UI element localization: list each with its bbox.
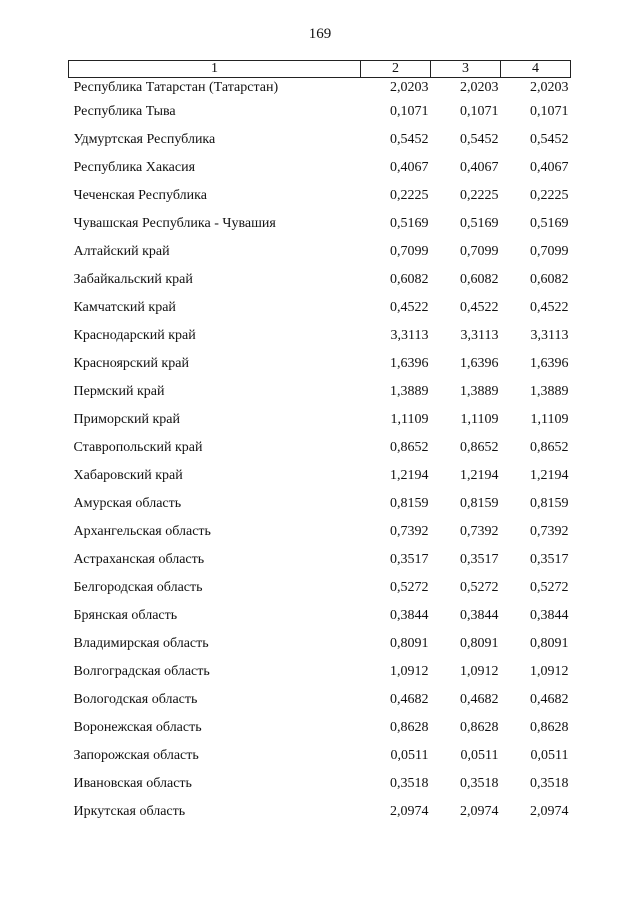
value-column-2-cell: 0,3518 xyxy=(390,776,429,791)
region-name-cell: Ставропольский край xyxy=(73,440,203,455)
value-column-4-cell: 1,0912 xyxy=(530,664,569,679)
value-column-4-cell: 0,7392 xyxy=(530,524,569,539)
column-header-3: 3 xyxy=(431,61,501,78)
value-column-3-cell: 1,1109 xyxy=(460,412,499,427)
table-row xyxy=(69,462,571,490)
value-column-4-cell: 0,4682 xyxy=(530,692,569,707)
value-column-3-cell: 2,0974 xyxy=(460,804,499,819)
table-row xyxy=(69,518,571,546)
value-column-3-cell: 3,3113 xyxy=(460,328,499,343)
table-row xyxy=(69,630,571,658)
value-column-3-cell: 1,2194 xyxy=(460,468,499,483)
value-column-4-cell: 1,6396 xyxy=(530,356,569,371)
value-column-3-cell: 0,5169 xyxy=(460,216,499,231)
table-row xyxy=(69,434,571,462)
region-name-cell: Белгородская область xyxy=(73,580,203,595)
region-name-cell: Владимирская область xyxy=(73,636,209,651)
region-name-cell: Краснодарский край xyxy=(73,328,196,343)
table-row xyxy=(69,322,571,350)
value-column-3-cell: 0,4067 xyxy=(460,160,499,175)
region-name-cell: Архангельская область xyxy=(73,524,211,539)
value-column-2-cell: 0,5272 xyxy=(390,580,429,595)
value-column-3-cell: 1,3889 xyxy=(460,384,499,399)
value-column-4-cell: 0,8628 xyxy=(530,720,569,735)
region-name-cell: Пермский край xyxy=(73,384,165,399)
value-column-4-cell: 0,1071 xyxy=(530,104,569,119)
value-column-2-cell: 1,1109 xyxy=(390,412,429,427)
region-name-cell: Республика Тыва xyxy=(73,104,176,119)
value-column-2-cell: 0,8628 xyxy=(390,720,429,735)
page-number: 169 xyxy=(308,26,332,42)
value-column-4-cell: 0,8091 xyxy=(530,636,569,651)
value-column-4-cell: 3,3113 xyxy=(530,328,569,343)
value-column-4-cell: 0,0511 xyxy=(530,748,569,763)
region-name-cell: Астраханская область xyxy=(73,552,205,567)
value-column-3-cell: 2,0203 xyxy=(460,80,499,95)
value-column-2-cell: 1,3889 xyxy=(390,384,429,399)
value-column-4-cell: 0,8652 xyxy=(530,440,569,455)
value-column-3-cell: 0,3518 xyxy=(460,776,499,791)
value-column-3-cell: 0,4682 xyxy=(460,692,499,707)
value-column-2-cell: 0,8091 xyxy=(390,636,429,651)
value-column-2-cell: 0,2225 xyxy=(390,188,429,203)
table-row xyxy=(69,574,571,602)
region-name-cell: Красноярский край xyxy=(73,356,189,371)
table-row xyxy=(69,238,571,266)
value-column-2-cell: 0,8159 xyxy=(390,496,429,511)
value-column-2-cell: 0,5452 xyxy=(390,132,429,147)
value-column-4-cell: 1,3889 xyxy=(530,384,569,399)
value-column-3-cell: 1,0912 xyxy=(460,664,499,679)
table-row xyxy=(69,742,571,770)
region-name-cell: Запорожская область xyxy=(73,748,199,763)
value-column-2-cell: 2,0974 xyxy=(390,804,429,819)
region-name-cell: Волгоградская область xyxy=(73,664,210,679)
table-row xyxy=(69,490,571,518)
region-name-cell: Приморский край xyxy=(73,412,180,427)
region-name-cell: Чеченская Республика xyxy=(73,188,207,203)
value-column-2-cell: 2,0203 xyxy=(390,80,429,95)
value-column-4-cell: 0,5169 xyxy=(530,216,569,231)
table-row xyxy=(69,266,571,294)
value-column-4-cell: 2,0203 xyxy=(530,80,569,95)
value-column-4-cell: 0,4067 xyxy=(530,160,569,175)
value-column-3-cell: 1,6396 xyxy=(460,356,499,371)
value-column-2-cell: 0,5169 xyxy=(390,216,429,231)
table-row xyxy=(69,546,571,574)
value-column-3-cell: 0,2225 xyxy=(460,188,499,203)
value-column-2-cell: 0,3517 xyxy=(390,552,429,567)
value-column-4-cell: 0,5452 xyxy=(530,132,569,147)
value-column-4-cell: 0,7099 xyxy=(530,244,569,259)
region-name-cell: Хабаровский край xyxy=(73,468,183,483)
value-column-2-cell: 0,1071 xyxy=(390,104,429,119)
region-name-cell: Чувашская Республика - Чувашия xyxy=(73,216,276,231)
value-column-4-cell: 0,3518 xyxy=(530,776,569,791)
value-column-3-cell: 0,3844 xyxy=(460,608,499,623)
table-row xyxy=(69,686,571,714)
value-column-2-cell: 0,3844 xyxy=(390,608,429,623)
region-name-cell: Иркутская область xyxy=(73,804,186,819)
region-name-cell: Камчатский край xyxy=(73,300,176,315)
table-row xyxy=(69,378,571,406)
value-column-2-cell: 0,7392 xyxy=(390,524,429,539)
region-name-cell: Вологодская область xyxy=(73,692,198,707)
value-column-4-cell: 1,2194 xyxy=(530,468,569,483)
table-row xyxy=(69,602,571,630)
table-row xyxy=(69,154,571,182)
value-column-3-cell: 0,6082 xyxy=(460,272,499,287)
value-column-3-cell: 0,8159 xyxy=(460,496,499,511)
value-column-2-cell: 3,3113 xyxy=(390,328,429,343)
value-column-3-cell: 0,8628 xyxy=(460,720,499,735)
value-column-4-cell: 0,3517 xyxy=(530,552,569,567)
value-column-2-cell: 0,4522 xyxy=(390,300,429,315)
value-column-3-cell: 0,1071 xyxy=(460,104,499,119)
value-column-4-cell: 0,2225 xyxy=(530,188,569,203)
table-row xyxy=(69,78,571,99)
table-row xyxy=(69,770,571,798)
table-row xyxy=(69,798,571,826)
table-row xyxy=(69,714,571,742)
region-name-cell: Брянская область xyxy=(73,608,178,623)
header-row xyxy=(69,61,571,78)
value-column-3-cell: 0,7392 xyxy=(460,524,499,539)
value-column-4-cell: 1,1109 xyxy=(530,412,569,427)
value-column-2-cell: 0,4067 xyxy=(390,160,429,175)
value-column-3-cell: 0,8652 xyxy=(460,440,499,455)
value-column-2-cell: 1,6396 xyxy=(390,356,429,371)
region-name-cell: Амурская область xyxy=(73,496,182,511)
value-column-3-cell: 0,0511 xyxy=(460,748,499,763)
column-header-2: 2 xyxy=(361,61,431,78)
table-body xyxy=(69,78,571,827)
value-column-4-cell: 0,5272 xyxy=(530,580,569,595)
data-table xyxy=(68,60,571,826)
value-column-2-cell: 1,2194 xyxy=(390,468,429,483)
table-row xyxy=(69,658,571,686)
value-column-2-cell: 0,0511 xyxy=(390,748,429,763)
data-table-container xyxy=(68,60,570,826)
region-name-cell: Воронежская область xyxy=(73,720,202,735)
table-row xyxy=(69,182,571,210)
value-column-4-cell: 0,6082 xyxy=(530,272,569,287)
value-column-3-cell: 0,7099 xyxy=(460,244,499,259)
value-column-2-cell: 0,6082 xyxy=(390,272,429,287)
table-row xyxy=(69,98,571,126)
value-column-2-cell: 0,8652 xyxy=(390,440,429,455)
table-row xyxy=(69,350,571,378)
value-column-4-cell: 0,4522 xyxy=(530,300,569,315)
region-name-cell: Республика Хакасия xyxy=(73,160,196,175)
value-column-2-cell: 1,0912 xyxy=(390,664,429,679)
region-name-cell: Республика Татарстан (Татарстан) xyxy=(73,80,279,95)
table-row xyxy=(69,126,571,154)
table-row xyxy=(69,406,571,434)
region-name-cell: Алтайский край xyxy=(73,244,170,259)
value-column-3-cell: 0,5272 xyxy=(460,580,499,595)
region-name-cell: Удмуртская Республика xyxy=(73,132,216,147)
value-column-3-cell: 0,3517 xyxy=(460,552,499,567)
column-header-4: 4 xyxy=(501,61,571,78)
column-header-1: 1 xyxy=(69,61,361,78)
value-column-3-cell: 0,5452 xyxy=(460,132,499,147)
value-column-4-cell: 2,0974 xyxy=(530,804,569,819)
value-column-3-cell: 0,8091 xyxy=(460,636,499,651)
table-row xyxy=(69,210,571,238)
value-column-3-cell: 0,4522 xyxy=(460,300,499,315)
value-column-2-cell: 0,7099 xyxy=(390,244,429,259)
value-column-4-cell: 0,3844 xyxy=(530,608,569,623)
value-column-4-cell: 0,8159 xyxy=(530,496,569,511)
region-name-cell: Забайкальский край xyxy=(73,272,193,287)
value-column-2-cell: 0,4682 xyxy=(390,692,429,707)
region-name-cell: Ивановская область xyxy=(73,776,192,791)
table-row xyxy=(69,294,571,322)
